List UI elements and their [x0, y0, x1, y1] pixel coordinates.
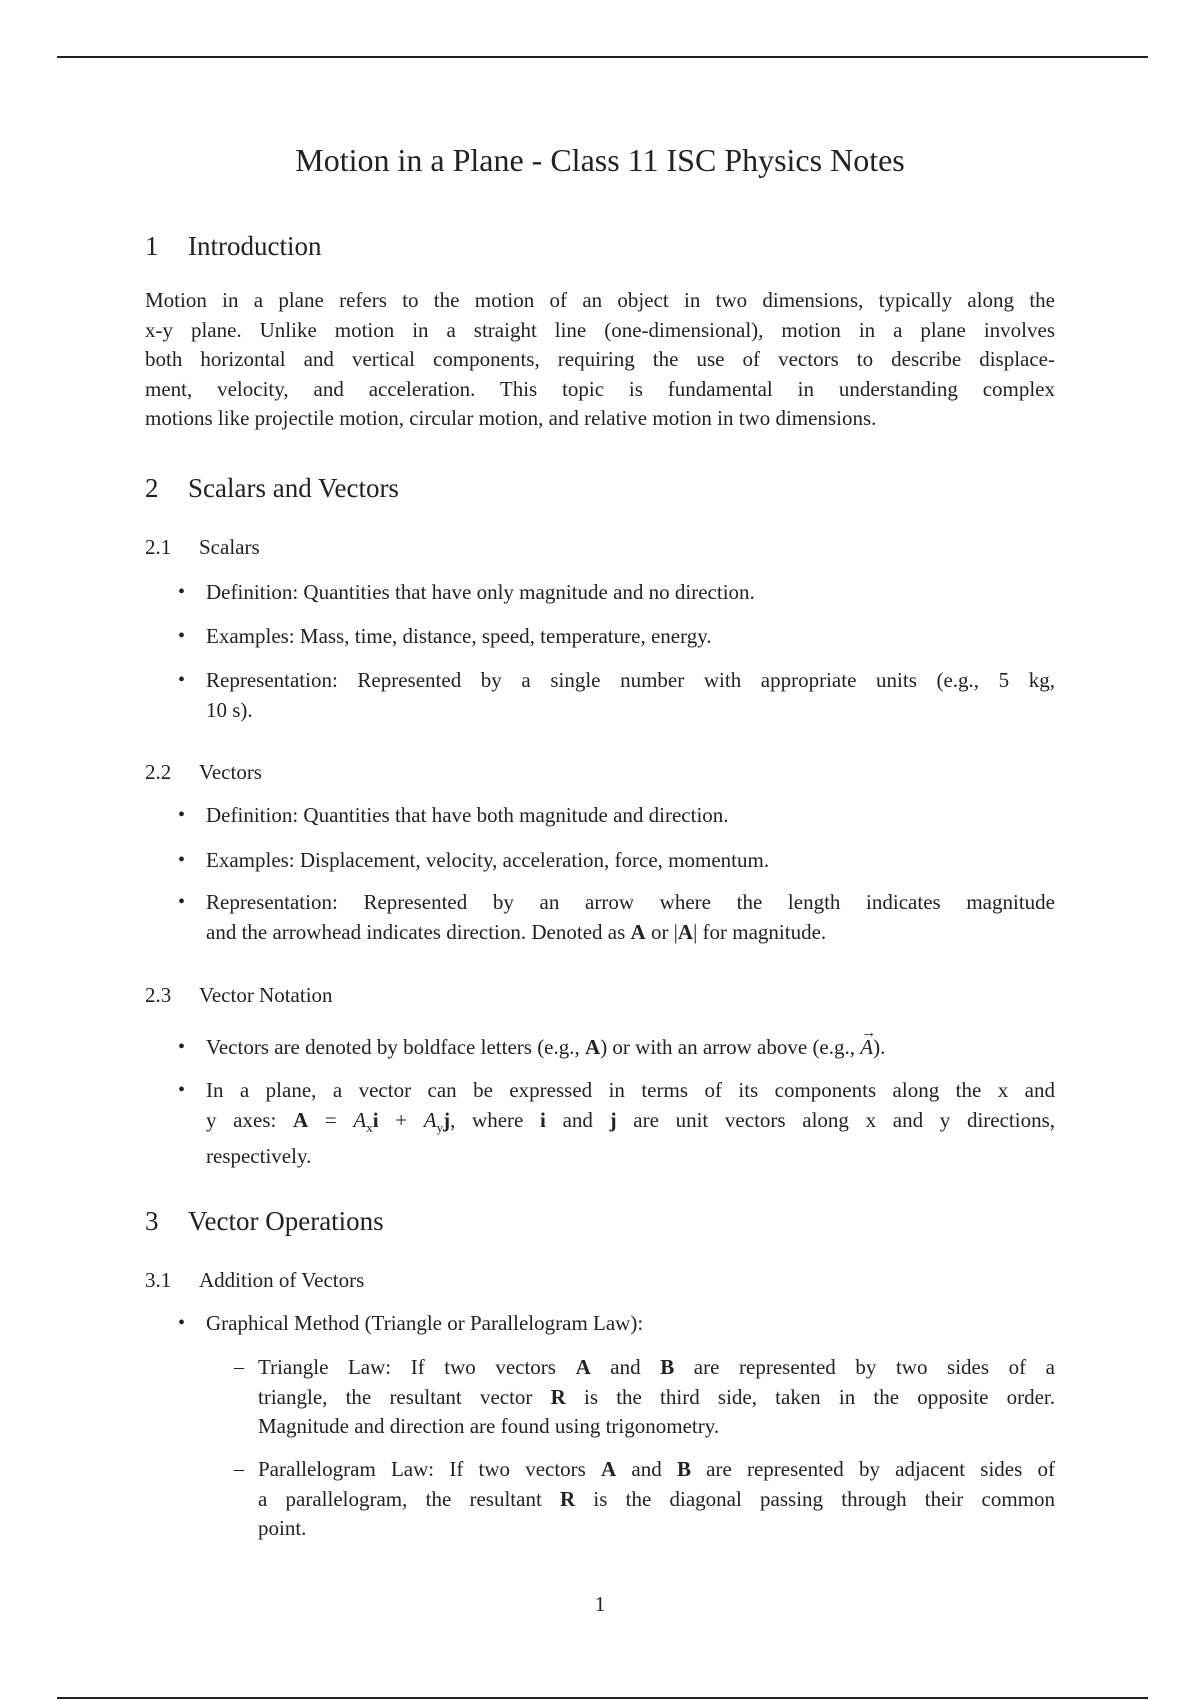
text-line: a parallelogram, the resultant R is the diagonal passing through their common [258, 1486, 1055, 1511]
text-line: y axes: $A = A_xi + A_yj$, where i and j are unit vectors along x and y directions, [206, 1107, 1056, 1135]
section-scalars-vectors [145, 472, 399, 504]
list-item-text [206, 622, 1055, 652]
text-line: ment, velocity, and acceleration. This topic is fundamental in understanding complex [145, 376, 1055, 401]
section-title: Vector Operations [188, 1206, 384, 1236]
text-line: Motion in a plane refers to the motion of an object in two dimensions, typically along the [145, 288, 1055, 312]
document-title: Motion in a Plane - Class 11 ISC Physics Notes [295, 142, 905, 178]
section-number: 1 [145, 231, 159, 261]
list-item-text [206, 666, 1055, 725]
list-item-text [206, 1309, 1055, 1339]
header-rule [57, 56, 1148, 58]
text-line: x-y plane. Unlike motion in a straight line (one-dimensional), motion in a plane involves [145, 317, 1055, 342]
list-item-text [206, 1025, 1055, 1063]
text-line: Examples: Displacement, velocity, acceleration, force, momentum. [206, 848, 770, 872]
subsection-title: Vector Notation [199, 983, 333, 1007]
bullet-icon: • [178, 669, 186, 691]
bullet-icon: • [178, 849, 186, 871]
section-introduction [145, 230, 321, 262]
bullet-icon: • [178, 1079, 186, 1101]
text-line: Parallelogram Law: If two vectors A and B are represented by adjacent sides of [258, 1457, 1055, 1481]
text-line: Triangle Law: If two vectors A and B are represented by two sides of a [258, 1355, 1055, 1379]
text-line: Graphical Method (Triangle or Parallelogram Law): [206, 1311, 644, 1335]
bullet-icon: • [178, 1312, 186, 1334]
text-line: and the arrowhead indicates direction. Denoted as A or |A| for magnitude. [206, 919, 827, 944]
footer-rule [57, 1697, 1148, 1699]
text-line: point. [258, 1516, 307, 1540]
section-title: Scalars and Vectors [188, 473, 399, 503]
text-line: Magnitude and direction are found using trigonometry. [258, 1414, 720, 1438]
text-line: Definition: Quantities that have only magnitude and no direction. [206, 580, 755, 604]
text-line: Vectors are denoted by boldface letters (e.g., A) or with an arrow above (e.g., A → ). [206, 1025, 886, 1059]
subsection-vector-notation [145, 981, 333, 1009]
page-number: 1 [594, 1592, 606, 1616]
subsection-title: Scalars [199, 535, 260, 559]
section-number: 2 [145, 473, 159, 503]
subsection-number: 2.3 [145, 983, 172, 1007]
bullet-icon: • [178, 1036, 186, 1058]
dash-icon: – [234, 1458, 244, 1480]
subsection-number: 3.1 [145, 1268, 172, 1292]
subsection-vectors [145, 758, 262, 786]
bullet-icon: • [178, 625, 186, 647]
subsection-addition [145, 1266, 364, 1294]
text-line: Examples: Mass, time, distance, speed, temperature, energy. [206, 624, 712, 648]
list-item-text [206, 1076, 1055, 1172]
section-title: Introduction [188, 231, 322, 261]
subsection-number: 2.2 [145, 760, 172, 784]
text-line: motions like projectile motion, circular motion, and relative motion in two dimensions. [145, 406, 877, 430]
list-item-text [258, 1353, 1055, 1442]
list-item-text [206, 888, 1055, 947]
list-item-text [206, 801, 1055, 831]
list-item-text [258, 1455, 1055, 1544]
bullet-icon: • [178, 581, 186, 603]
dash-icon: – [234, 1356, 244, 1378]
text-line: 10 s). [206, 697, 253, 722]
section-vector-operations [145, 1205, 384, 1237]
text-line: respectively. [206, 1144, 312, 1169]
text-line: Representation: Represented by a single number with appropriate units (e.g., 5 kg, [206, 668, 1055, 692]
bullet-icon: • [178, 891, 186, 913]
text-line: Representation: Represented by an arrow where the length indicates magnitude [206, 890, 1055, 914]
subsection-number: 2.1 [145, 535, 172, 559]
bullet-icon: • [178, 804, 186, 826]
subsection-scalars [145, 533, 260, 561]
text-line: In a plane, a vector can be expressed in terms of its components along the x and [206, 1078, 1055, 1102]
subsection-title: Vectors [199, 760, 262, 784]
list-item-text [206, 846, 1055, 876]
section-number: 3 [145, 1206, 159, 1236]
text-line: Definition: Quantities that have both magnitude and direction. [206, 803, 729, 827]
text-line: triangle, the resultant vector R is the third side, taken in the opposite order. [258, 1384, 1055, 1409]
subsection-title: Addition of Vectors [199, 1268, 365, 1292]
list-item-text [206, 578, 1055, 608]
text-line: both horizontal and vertical components, requiring the use of vectors to describe displace- [145, 347, 1055, 371]
intro-paragraph [145, 286, 1055, 434]
